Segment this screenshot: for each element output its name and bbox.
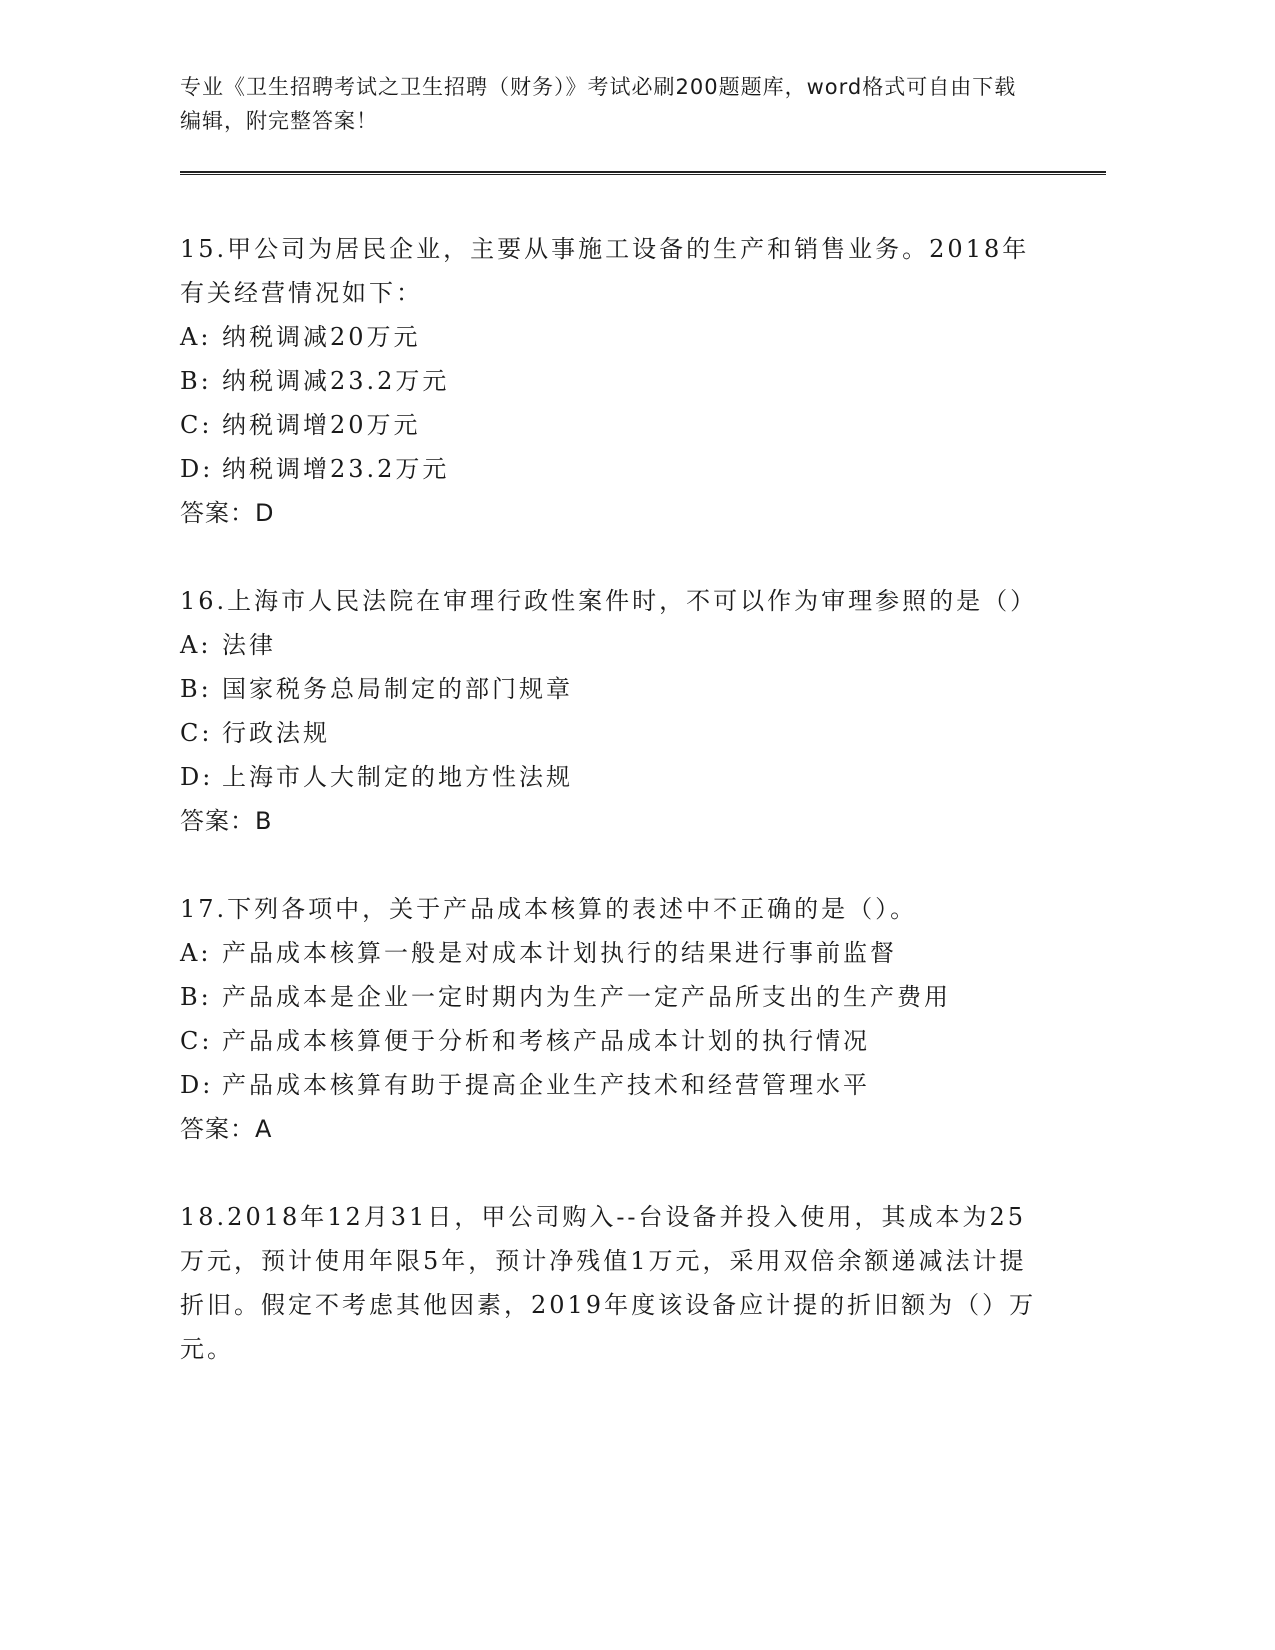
option-c [180,403,1106,447]
option-d [180,755,1106,799]
option-key: A: [180,939,212,967]
option-text: 产品成本是企业一定时期内为生产一定产品所支出的生产费用 [222,983,951,1011]
option-text: 纳税调增20万元 [222,411,421,439]
option-key: B: [180,675,212,703]
option-a [180,315,1106,359]
option-c [180,1019,1106,1063]
question-stem: 15.甲公司为居民企业，主要从事施工设备的生产和销售业务。2018年有关经营情况如下： [180,235,1030,307]
option-text: 产品成本核算一般是对成本计划执行的结果进行事前监督 [222,939,897,967]
option-b [180,359,1106,403]
option-text: 国家税务总局制定的部门规章 [222,675,573,703]
option-b [180,975,1106,1019]
question-16 [180,579,1106,843]
header-divider [180,171,1106,175]
option-text: 产品成本核算便于分析和考核产品成本计划的执行情况 [222,1027,870,1055]
option-text: 纳税调减20万元 [222,323,421,351]
option-text: 上海市人大制定的地方性法规 [222,763,573,791]
option-d [180,447,1106,491]
option-a [180,931,1106,975]
option-key: D: [180,763,214,791]
option-d [180,1063,1106,1107]
option-text: 纳税调增23.2万元 [222,455,450,483]
question-18 [180,1195,1106,1371]
question-stem: 18.2018年12月31日，甲公司购入--台设备并投入使用，其成本为25万元，预计使用年限5年，预计净残值1万元，采用双倍余额递减法计提折旧。假定不考虑其他因素，2019年度该设备应计提的折旧额为（）万元。 [180,1203,1037,1363]
option-c [180,711,1106,755]
option-key: A: [180,631,212,659]
option-key: C: [180,719,213,747]
option-text: 法律 [222,631,276,659]
question-17 [180,887,1106,1151]
option-key: C: [180,1027,213,1055]
document-page [180,70,1106,1371]
question-15 [180,227,1106,535]
option-key: B: [180,983,212,1011]
option-key: B: [180,367,212,395]
option-key: A: [180,323,212,351]
option-a [180,623,1106,667]
question-stem: 16.上海市人民法院在审理行政性案件时，不可以作为审理参照的是（） [180,587,1038,615]
option-key: D: [180,1071,214,1099]
document-header: 专业《卫生招聘考试之卫生招聘（财务）》考试必刷200题题库，word格式可自由下载编辑，附完整答案！ [180,75,1017,133]
option-text: 纳税调减23.2万元 [222,367,450,395]
answer-line: 答案：D [180,499,275,527]
option-key: D: [180,455,214,483]
answer-line: 答案：A [180,1115,273,1143]
option-key: C: [180,411,213,439]
answer-line: 答案：B [180,807,273,835]
option-text: 行政法规 [222,719,330,747]
option-b [180,667,1106,711]
question-stem: 17.下列各项中，关于产品成本核算的表述中不正确的是（）。 [180,895,918,923]
option-text: 产品成本核算有助于提高企业生产技术和经营管理水平 [222,1071,870,1099]
